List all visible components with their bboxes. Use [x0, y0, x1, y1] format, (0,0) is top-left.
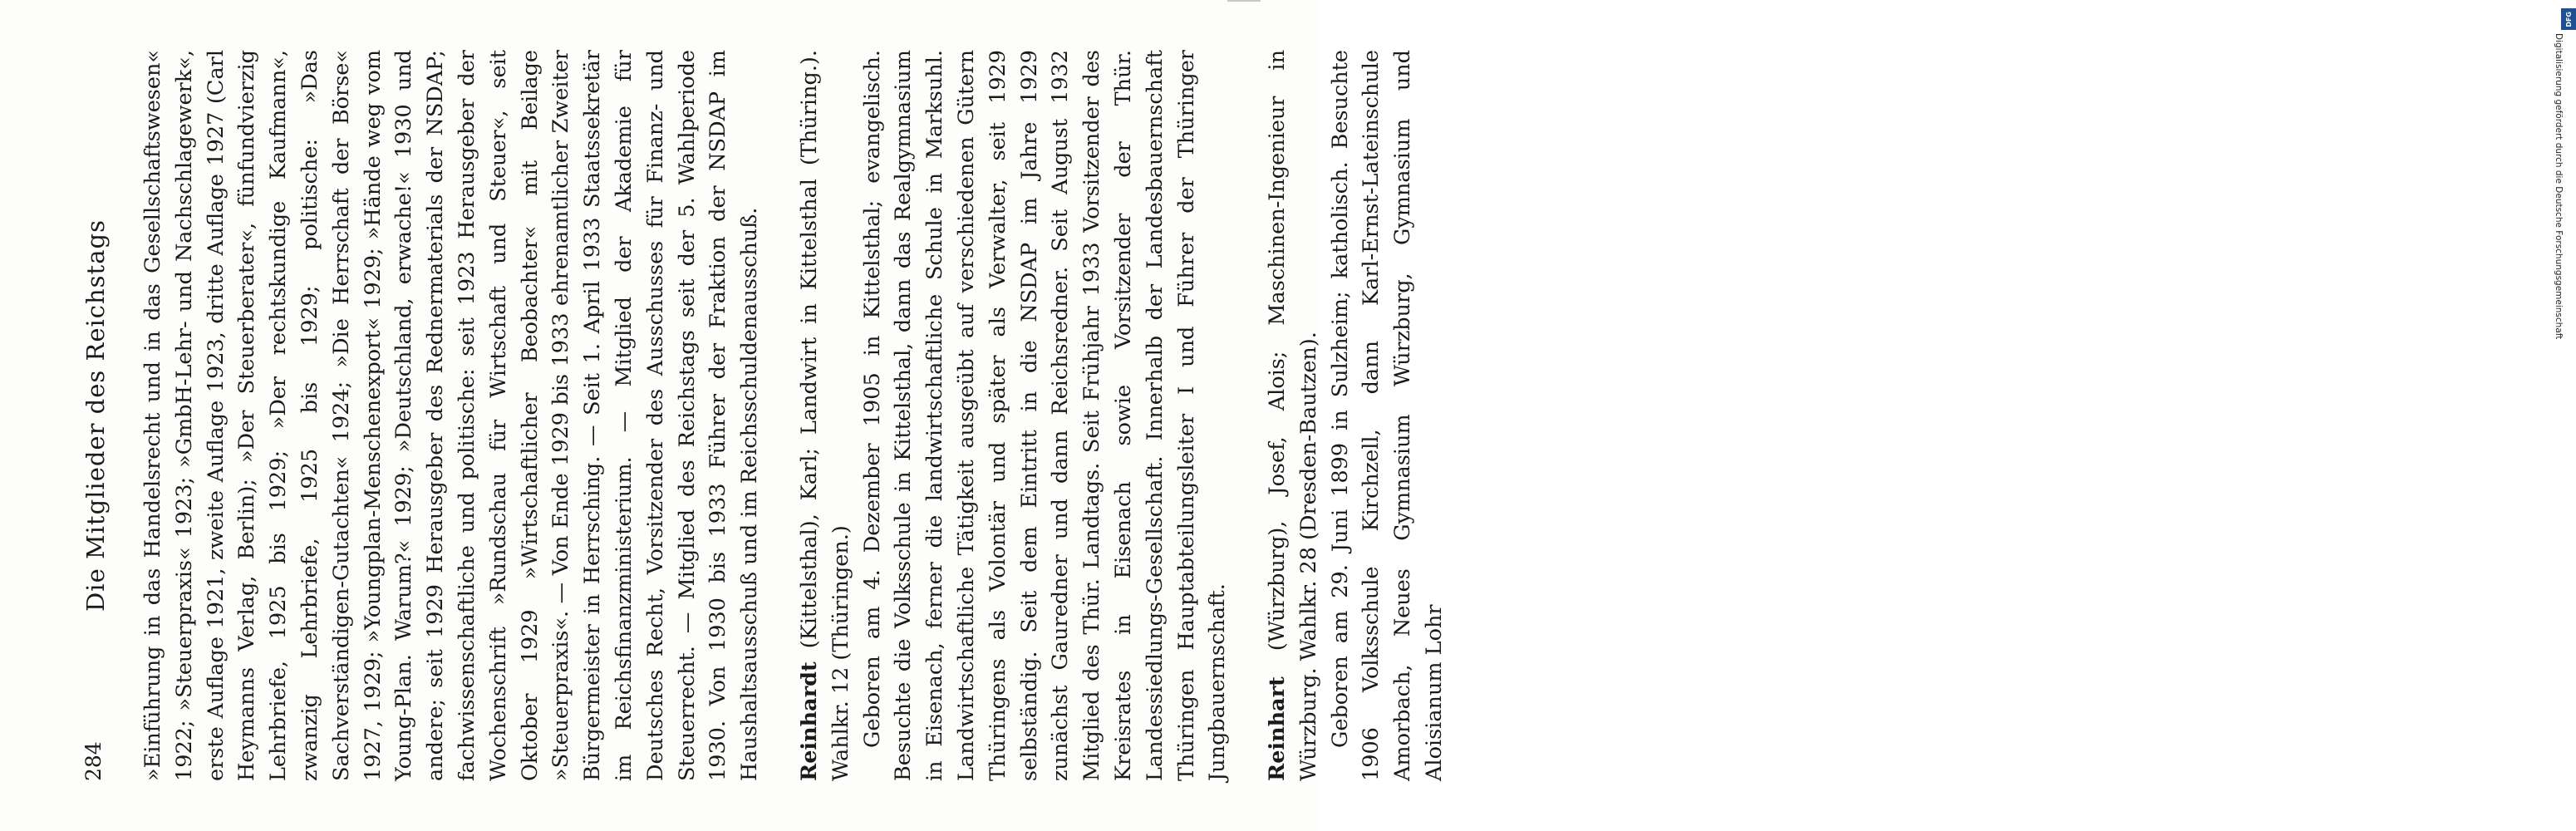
member-details: (Kittelsthal), Karl; Landwirt in Kittelsthal (Thüring.). Wahlkr. 12 (Thüringen.) — [796, 50, 853, 781]
scan-edge-mark — [1227, 0, 1261, 2]
rotated-page-content — [33, 0, 1448, 831]
paragraph-text: »Einführung in das Handelsrecht und in das Gesellschaftswesen« 1922; »Steuerpraxis« 1923; »GmbH-Lehr- und Nachschlagewerk«, erste Auflage 1921, zweite Auflage 1923, dritte Auflage 1927 (Carl Heymanns Verlag, Berlin); »Der Steuerberater«, fünfundvierzig Lehrbriefe, 1925 bis 1929; »Der rechtskundige Kaufmann«, zwanzig Lehrbriefe, 1925 bis 1929; politische: »Das Sachverständigen-Gutachten« 1924; »Die Herrschaft der Börse« 1927, 1929; »Youngplan-Menschenexport« 1929; »Hände weg vom Young-Plan. Warum?« 1929; »Deutschland, erwache!« 1930 und andere; seit 1929 Herausgeber des Rednermaterials der NSDAP; fachwissenschaftliche und politische: seit 1923 Herausgeber der Wochenschrift »Rundschau für Wirtschaft und Steuer«, seit Oktober 1929 »Wirtschaftlicher Beobachter« mit Beilage »Steuerpraxis«. — Von Ende 1929 bis 1933 ehrenamtlicher Zweiter Bürgermeister in Herrsching. — Seit 1. April 1933 Staatssekretär im Reichsfinanzministerium. — Mitglied der Akademie für Deutsches Recht, Vorsitzender des Ausschusses für Finanz- und Steuerrecht. — Mitglied des Reichstags seit der 5. Wahlperiode 1930. Von 1930 bis 1933 Führer der Fraktion der NSDAP im Haushaltsausschuß und im Reichsschuldenausschuß. — [140, 50, 763, 781]
running-head: Die Mitglieder des Reichstags — [81, 219, 110, 612]
dfg-logo — [2561, 8, 2576, 30]
paragraph-continuation — [138, 50, 766, 781]
member-entry-reinhardt — [794, 50, 858, 781]
paragraph-text: Geboren am 4. Dezember 1905 in Kittelsthal; evangelisch. Besuchte die Volksschule in Kittelsthal, dann das Realgymnasium in Eisenach, ferner die landwirtschaftliche Schule in Marksuhl. Landwirtschaftliche Tätigkeit ausgeübt auf verschiedenen Gütern Thüringens als Volontär und später als Verwalter, seit 1929 selbständig. Seit dem Eintritt in die NSDAP im Jahre 1929 zunächst Gauredner und dann Reichsredner. Seit August 1932 Mitglied des Thür. Landtags. Seit Frühjahr 1933 Vorsitzender des Kreisrates in Eisenach sowie Vorsitzender der Thür. Landessiedlungs-Gesellschaft. Innerhalb der Landesbauernschaft Thüringen Hauptabteilungsleiter I und Führer der Thüringer Jungbauernschaft. — [859, 50, 1231, 781]
member-name: Reinhardt — [796, 661, 822, 781]
dfg-logo-text: DFG — [2564, 11, 2573, 27]
body-text — [138, 50, 1451, 781]
paragraph-text: Geboren am 29. Juni 1899 in Sulzheim; katholisch. Besuchte 1906 Volksschule Kirchzell, dann Karl-Ernst-Lateinschule Amorbach, Neues Gymnasium Würzburg, Gymnasium und Aloisianum Lohr — [1327, 50, 1448, 781]
member-name: Reinhart — [1265, 676, 1290, 781]
page-number: 284 — [81, 741, 106, 781]
page-header — [81, 50, 115, 781]
member-details: (Würzburg), Josef, Alois; Maschinen-Ingenieur in Würzburg. Wahlkr. 28 (Dresden-Bautzen). — [1265, 50, 1321, 781]
digitization-caption: Digitalisierung gefördert durch die Deutsche Forschungsgemeinschaft — [2554, 33, 2564, 340]
biography-paragraph — [858, 50, 1235, 781]
biography-paragraph — [1325, 50, 1451, 781]
